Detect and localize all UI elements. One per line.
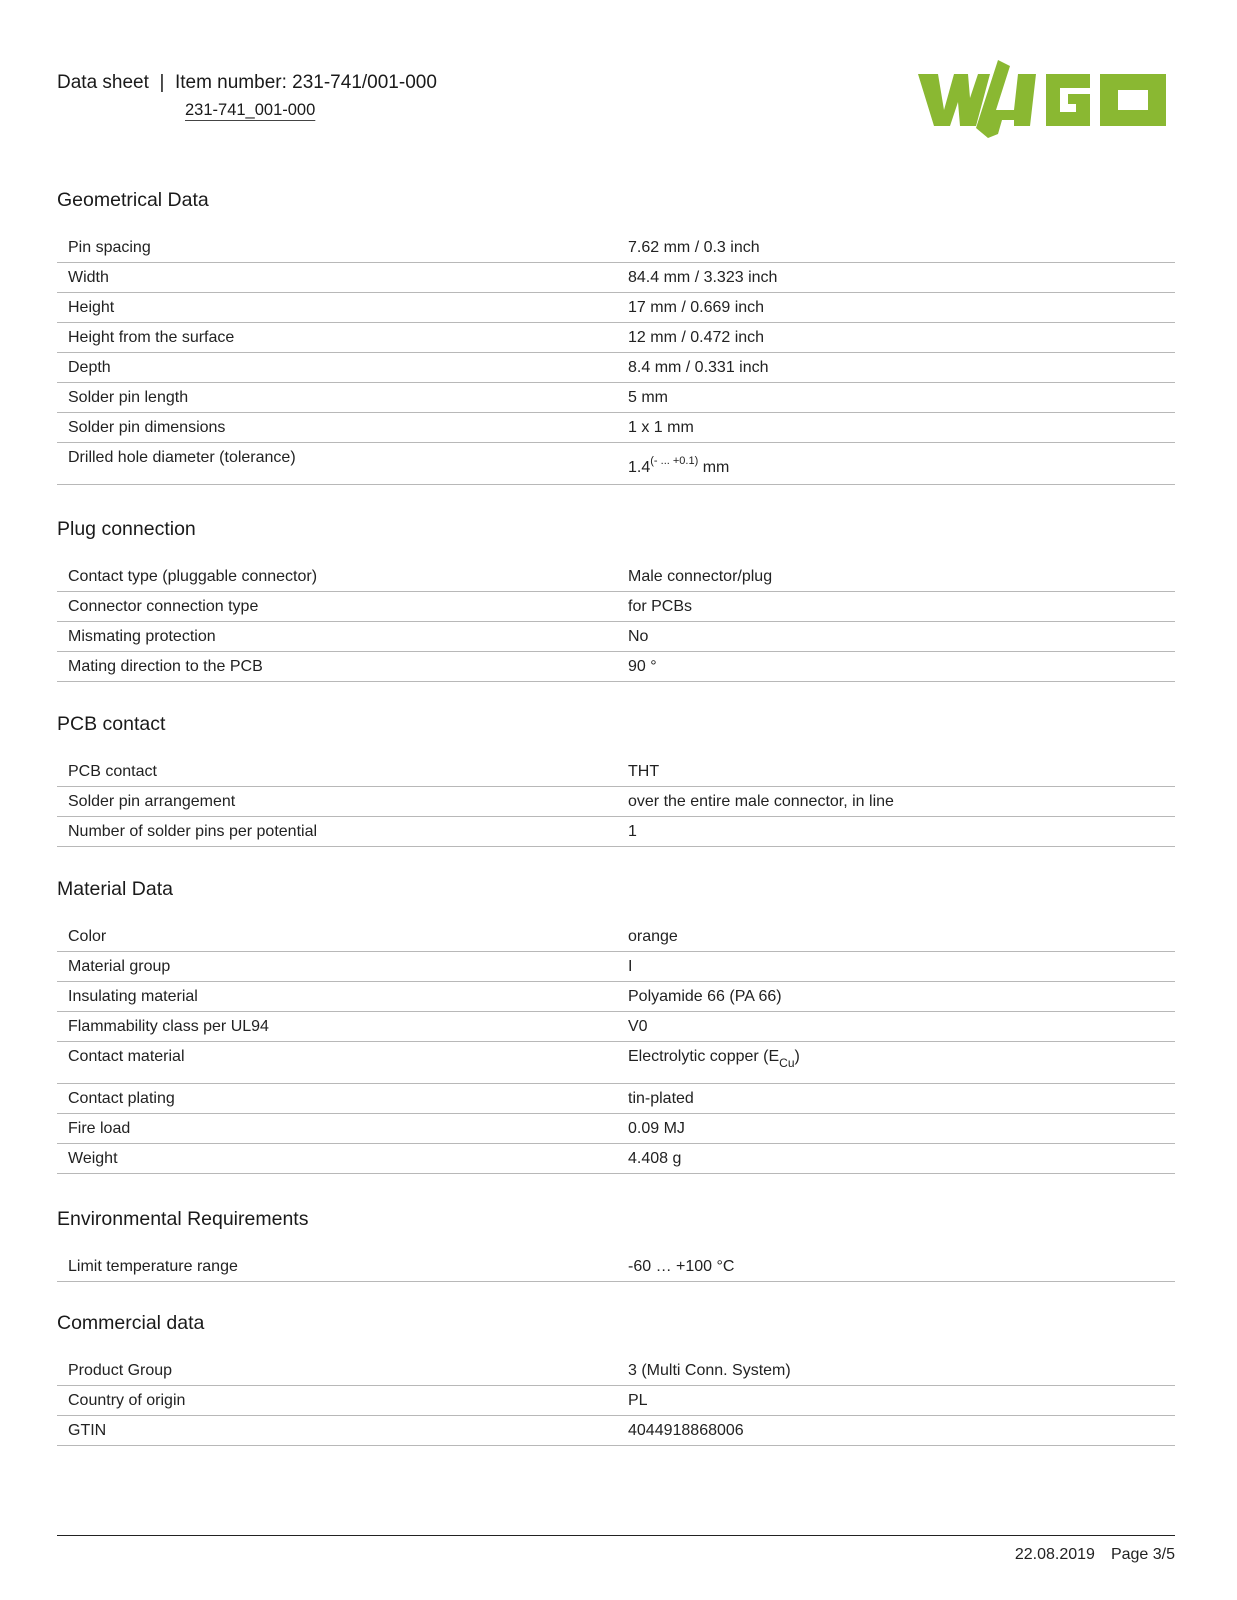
row-label: Mismating protection	[68, 628, 216, 645]
table-row	[57, 622, 1175, 652]
table-row	[57, 952, 1175, 982]
item-link[interactable]: 231-741_001-000	[185, 101, 316, 119]
table-row	[57, 1042, 1175, 1084]
row-value: Polyamide 66 (PA 66)	[628, 988, 782, 1005]
section-pcb	[57, 713, 1175, 847]
row-value: No	[628, 628, 649, 645]
row-value: 8.4 mm / 0.331 inch	[628, 359, 769, 376]
row-value: 90 °	[628, 658, 657, 675]
row-value: -60 … +100 °C	[628, 1258, 735, 1275]
row-value: for PCBs	[628, 598, 693, 615]
row-value: PL	[628, 1392, 648, 1409]
row-label: Material group	[68, 958, 171, 975]
row-label: Contact material	[68, 1048, 185, 1065]
table-row	[57, 1084, 1175, 1114]
table-row	[57, 353, 1175, 383]
row-label: Solder pin arrangement	[68, 793, 236, 810]
row-label: Height	[68, 299, 115, 316]
table-row	[57, 323, 1175, 353]
row-label: Solder pin dimensions	[68, 419, 226, 436]
footer	[1015, 1546, 1175, 1564]
page-title: Data sheet | Item number: 231-741/001-000	[57, 72, 437, 93]
row-label: Product Group	[68, 1362, 173, 1379]
row-label: Contact type (pluggable connector)	[68, 568, 318, 585]
table-row	[57, 1144, 1175, 1174]
row-value	[628, 449, 1175, 477]
value-base: Electrolytic copper (E	[628, 1048, 780, 1065]
table-row	[57, 922, 1175, 952]
row-value: orange	[628, 928, 678, 945]
row-label: Insulating material	[68, 988, 198, 1005]
value-sub: Cu	[779, 1056, 795, 1070]
value-base: 1.4	[628, 459, 651, 476]
row-label: Mating direction to the PCB	[68, 658, 263, 675]
row-label: Solder pin length	[68, 389, 189, 406]
footer-page: Page 3/5	[1110, 1546, 1175, 1563]
table-row	[57, 982, 1175, 1012]
section-plug	[57, 518, 1175, 682]
row-value: 1	[628, 823, 637, 840]
row-label: Flammability class per UL94	[68, 1018, 269, 1035]
table-row	[57, 233, 1175, 263]
row-label: Fire load	[68, 1120, 131, 1137]
row-label: Limit temperature range	[68, 1258, 238, 1275]
section-title: Geometrical Data	[57, 189, 209, 211]
row-value: 12 mm / 0.472 inch	[628, 329, 765, 346]
row-value: 5 mm	[628, 389, 668, 406]
table-row	[57, 562, 1175, 592]
table-row	[57, 1252, 1175, 1282]
row-value: tin-plated	[628, 1090, 694, 1107]
section-title: Material Data	[57, 878, 173, 900]
table-row	[57, 1356, 1175, 1386]
row-label: Country of origin	[68, 1392, 186, 1409]
row-label: PCB contact	[68, 763, 157, 780]
row-value: 17 mm / 0.669 inch	[628, 299, 765, 316]
table-row	[57, 757, 1175, 787]
row-label: Contact plating	[68, 1090, 175, 1107]
table-row	[57, 787, 1175, 817]
table-row	[57, 1416, 1175, 1446]
row-label: Number of solder pins per potential	[68, 823, 318, 840]
row-value: 7.62 mm / 0.3 inch	[628, 239, 760, 256]
value-end: )	[794, 1048, 800, 1065]
tolerance-sup: (- ... +0.1)	[650, 455, 699, 467]
section-environment	[57, 1208, 1175, 1282]
table-row	[57, 652, 1175, 682]
row-value: Male connector/plug	[628, 568, 773, 585]
wago-logo	[918, 58, 1170, 144]
row-label: Connector connection type	[68, 598, 259, 615]
row-label: Height from the surface	[68, 329, 235, 346]
row-label: Drilled hole diameter (tolerance)	[68, 449, 296, 466]
section-title: Commercial data	[57, 1312, 205, 1334]
table-row	[57, 592, 1175, 622]
section-commercial	[57, 1312, 1175, 1446]
row-label: Weight	[68, 1150, 118, 1167]
section-title: Environmental Requirements	[57, 1208, 309, 1230]
section-title: PCB contact	[57, 713, 166, 735]
footer-divider	[57, 1535, 1175, 1536]
section-geometrical	[57, 189, 1175, 485]
footer-date: 22.08.2019	[1014, 1546, 1095, 1563]
row-value: THT	[628, 763, 660, 780]
table-row	[57, 413, 1175, 443]
row-value: 4.408 g	[628, 1150, 682, 1167]
table-row	[57, 1386, 1175, 1416]
row-value: 84.4 mm / 3.323 inch	[628, 269, 778, 286]
row-value: 3 (Multi Conn. System)	[628, 1362, 791, 1379]
table-row	[57, 1114, 1175, 1144]
value-unit: mm	[698, 459, 730, 476]
row-value: 0.09 MJ	[628, 1120, 685, 1137]
row-label: Width	[68, 269, 109, 286]
row-label: Pin spacing	[68, 239, 151, 256]
row-label: Depth	[68, 359, 111, 376]
table-row	[57, 443, 1175, 485]
row-label: Color	[68, 928, 107, 945]
section-title: Plug connection	[57, 518, 196, 540]
row-value: 1 x 1 mm	[628, 419, 694, 436]
row-value: 4044918868006	[628, 1422, 744, 1439]
table-row	[57, 1012, 1175, 1042]
row-value: I	[628, 958, 633, 975]
table-row	[57, 263, 1175, 293]
row-value	[628, 1048, 1175, 1070]
table-row	[57, 293, 1175, 323]
section-material	[57, 878, 1175, 1174]
table-row	[57, 383, 1175, 413]
row-label: GTIN	[68, 1422, 107, 1439]
row-value: V0	[628, 1018, 648, 1035]
table-row	[57, 817, 1175, 847]
row-value: over the entire male connector, in line	[628, 793, 894, 810]
